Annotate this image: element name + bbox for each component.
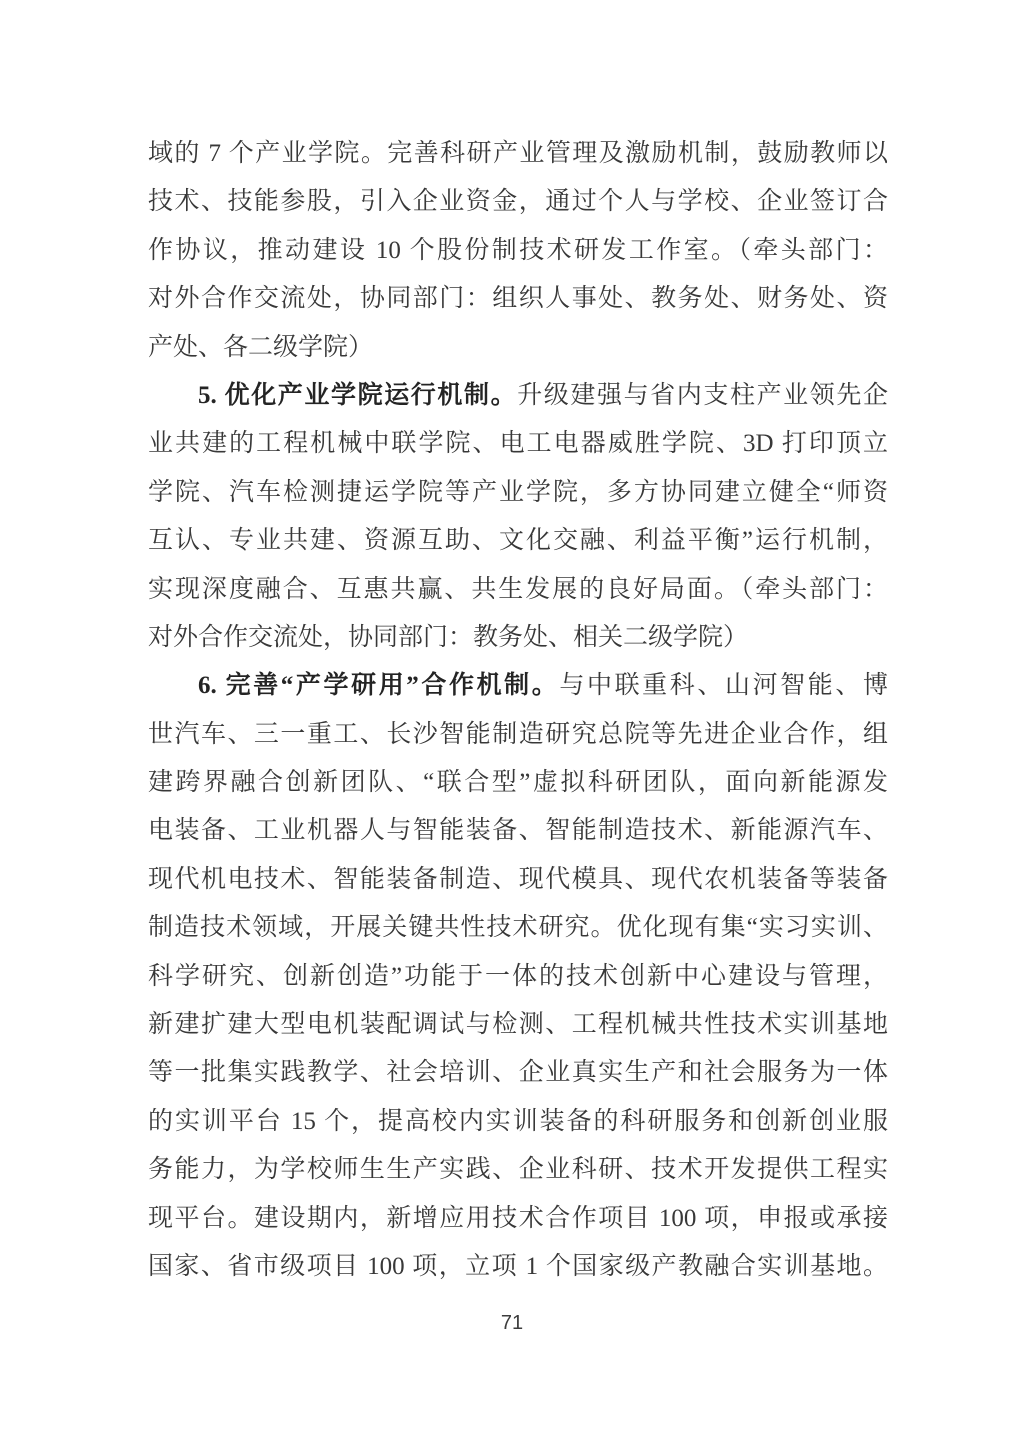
section-6-heading: 6. 完善“产学研用”合作机制。 <box>198 672 560 700</box>
text-line: 电装备、工业机器人与智能装备、智能制造技术、新能源汽车、 <box>148 817 888 845</box>
text-line: 对外合作交流处，协同部门：组织人事处、教务处、财务处、资 <box>148 285 888 313</box>
text-run: 与中联重科、山河智能、博 <box>559 672 888 700</box>
text-line: 的实训平台 15 个，提高校内实训装备的科研服务和创新创业服 <box>148 1107 888 1135</box>
section-5-heading: 5. 优化产业学院运行机制。 <box>198 381 518 409</box>
section-5-first-line <box>148 372 888 420</box>
text-line: 学院、汽车检测捷运学院等产业学院，多方协同建立健全“师资 <box>148 478 888 506</box>
paragraph-end-line: 产处、各二级学院） <box>148 333 374 361</box>
text-line: 现平台。建设期内，新增应用技术合作项目 100 项，申报或承接 <box>148 1204 888 1232</box>
text-line: 实现深度融合、互惠共赢、共生发展的良好局面。（牵头部门： <box>148 575 888 603</box>
document-body <box>148 130 888 1291</box>
text-line: 新建扩建大型电机装配调试与检测、工程机械共性技术实训基地 <box>148 1011 888 1039</box>
text-line: 制造技术领域，开展关键共性技术研究。优化现有集“实习实训、 <box>148 914 888 942</box>
text-line: 务能力，为学校师生生产实践、企业科研、技术开发提供工程实 <box>148 1156 888 1184</box>
text-line: 互认、专业共建、资源互助、文化交融、利益平衡”运行机制， <box>148 527 888 555</box>
paragraph-end-line: 对外合作交流处，协同部门：教务处、相关二级学院） <box>148 623 749 651</box>
text-line: 技术、技能参股，引入企业资金，通过个人与学校、企业签订合 <box>148 188 888 216</box>
text-line: 建跨界融合创新团队、“联合型”虚拟科研团队，面向新能源发 <box>148 769 888 797</box>
text-line: 域的 7 个产业学院。完善科研产业管理及激励机制，鼓励教师以 <box>148 140 888 167</box>
text-line: 科学研究、创新创造”功能于一体的技术创新中心建设与管理， <box>148 962 888 990</box>
text-line: 等一批集实践教学、社会培训、企业真实生产和社会服务为一体 <box>148 1059 888 1087</box>
text-line: 世汽车、三一重工、长沙智能制造研究总院等先进企业合作，组 <box>148 720 888 748</box>
text-line: 业共建的工程机械中联学院、电工电器威胜学院、3D 打印顶立 <box>148 430 888 458</box>
page-number: 71 <box>500 1312 524 1334</box>
text-run: 升级建强与省内支柱产业领先企 <box>517 381 888 409</box>
text-line: 国家、省市级项目 100 项，立项 1 个国家级产教融合实训基地。 <box>148 1252 888 1280</box>
text-line: 作协议，推动建设 10 个股份制技术研发工作室。（牵头部门： <box>148 236 888 264</box>
section-6-first-line <box>148 662 888 710</box>
text-line: 现代机电技术、智能装备制造、现代模具、现代农机装备等装备 <box>148 865 888 893</box>
